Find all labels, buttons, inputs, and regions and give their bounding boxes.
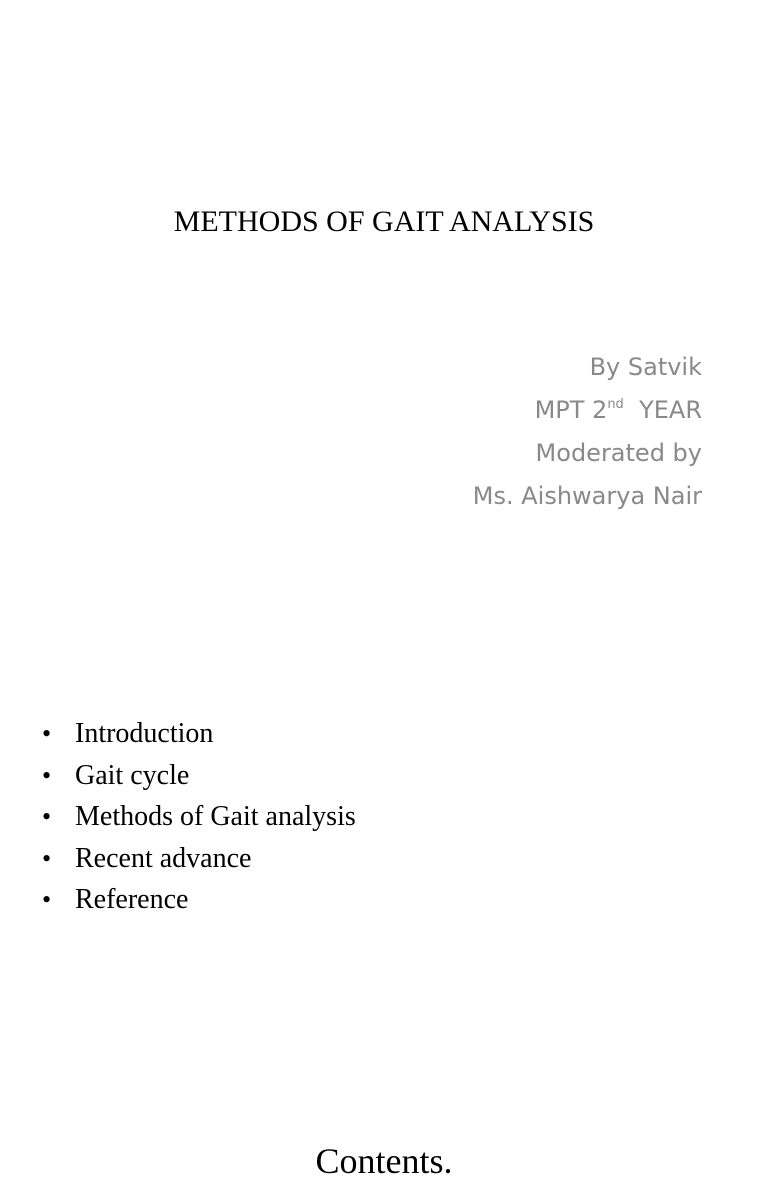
contents-heading: Contents.	[315, 1141, 453, 1181]
list-item	[42, 796, 356, 838]
course-prefix: MPT 2	[534, 396, 608, 424]
presenter-info	[473, 346, 702, 518]
bullet-icon: •	[42, 802, 52, 832]
course-suffix: YEAR	[623, 396, 702, 424]
author-line: By Satvik	[589, 353, 702, 381]
list-item-text: Reference	[75, 884, 189, 916]
list-item	[42, 838, 356, 880]
bullet-icon: •	[42, 719, 52, 748]
list-item	[42, 755, 356, 797]
course-ordinal-suffix: nd	[607, 397, 624, 412]
course-line	[473, 389, 702, 432]
list-item-text: Methods of Gait analysis	[75, 801, 356, 833]
presentation-title: METHODS OF GAIT ANALYSIS	[173, 205, 595, 238]
moderated-label: Moderated by	[535, 439, 702, 467]
bullet-icon: •	[42, 843, 52, 873]
title-slide	[0, 0, 768, 512]
moderator-name: Ms. Aishwarya Nair	[472, 482, 702, 510]
contents-list	[42, 713, 356, 921]
list-item-text: Gait cycle	[75, 759, 190, 791]
list-item	[42, 879, 356, 921]
list-item-text: Recent advance	[75, 842, 252, 874]
bullet-icon: •	[42, 885, 52, 915]
list-item	[42, 713, 356, 755]
bullet-icon: •	[42, 760, 52, 790]
list-item-text: Introduction	[75, 718, 214, 749]
